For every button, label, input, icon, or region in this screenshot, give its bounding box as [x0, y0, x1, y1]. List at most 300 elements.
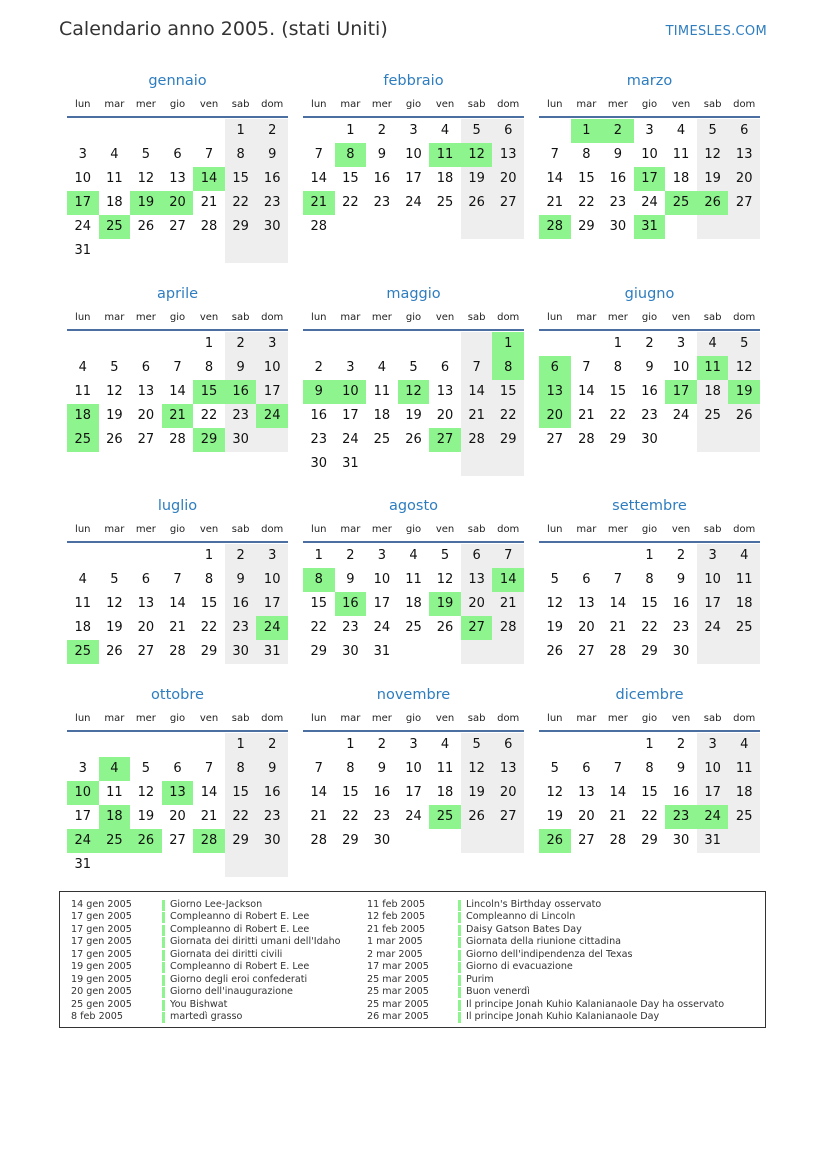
day-cell[interactable]: 23: [225, 616, 257, 640]
holiday-day-cell[interactable]: 10: [67, 781, 99, 805]
day-cell[interactable]: 3: [697, 733, 729, 757]
day-cell[interactable]: 17: [697, 781, 729, 805]
holiday-day-cell[interactable]: 20: [162, 191, 194, 215]
day-cell[interactable]: 20: [728, 167, 760, 191]
day-cell[interactable]: 27: [137, 644, 155, 659]
day-cell[interactable]: 28: [609, 644, 627, 659]
holiday-day-cell[interactable]: 6: [539, 356, 571, 380]
holiday-day-cell[interactable]: 12: [461, 143, 493, 167]
day-cell[interactable]: 8: [613, 360, 623, 375]
holiday-day-cell[interactable]: 28: [193, 829, 225, 853]
day-cell[interactable]: 5: [728, 332, 760, 356]
day-cell[interactable]: 3: [645, 123, 654, 138]
day-cell[interactable]: 7: [314, 761, 323, 776]
brand-link[interactable]: TIMESLES.COM: [665, 24, 767, 39]
day-cell[interactable]: 31: [256, 640, 288, 664]
holiday-day-cell[interactable]: 25: [99, 829, 131, 853]
day-cell[interactable]: 1: [346, 123, 355, 138]
day-cell[interactable]: 9: [613, 147, 623, 162]
day-cell[interactable]: 19: [461, 167, 493, 191]
day-cell[interactable]: 22: [200, 408, 218, 423]
day-cell[interactable]: 6: [173, 761, 182, 776]
day-cell[interactable]: 6: [582, 761, 591, 776]
holiday-day-cell[interactable]: 8: [492, 356, 524, 380]
day-cell[interactable]: 31: [342, 456, 359, 471]
day-cell[interactable]: 8: [645, 761, 654, 776]
day-cell[interactable]: 18: [436, 171, 454, 186]
day-cell[interactable]: 8: [225, 757, 257, 781]
day-cell[interactable]: 16: [672, 785, 690, 800]
day-cell[interactable]: 2: [645, 336, 654, 351]
day-cell[interactable]: 16: [256, 781, 288, 805]
day-cell[interactable]: 31: [74, 243, 92, 258]
day-cell[interactable]: 30: [310, 456, 328, 471]
holiday-day-cell[interactable]: 26: [539, 829, 571, 853]
day-cell[interactable]: 29: [609, 432, 627, 447]
day-cell[interactable]: 16: [373, 171, 391, 186]
day-cell[interactable]: 4: [440, 123, 450, 138]
holiday-day-cell[interactable]: 21: [303, 191, 335, 215]
day-cell[interactable]: 14: [461, 380, 493, 404]
day-cell[interactable]: 9: [225, 356, 257, 380]
day-cell[interactable]: 21: [578, 408, 595, 423]
day-cell[interactable]: 25: [728, 805, 760, 829]
day-cell[interactable]: 11: [405, 572, 422, 587]
day-cell[interactable]: 20: [492, 781, 524, 805]
holiday-day-cell[interactable]: 29: [193, 428, 225, 452]
holiday-day-cell[interactable]: 17: [634, 167, 666, 191]
day-cell[interactable]: 23: [256, 805, 288, 829]
day-cell[interactable]: 4: [409, 548, 418, 563]
holiday-day-cell[interactable]: 28: [539, 215, 571, 239]
day-cell[interactable]: 15: [641, 596, 658, 611]
day-cell[interactable]: 5: [550, 572, 559, 587]
day-cell[interactable]: 15: [200, 596, 218, 611]
holiday-day-cell[interactable]: 19: [728, 380, 760, 404]
day-cell[interactable]: 20: [137, 620, 155, 635]
day-cell[interactable]: 7: [613, 761, 623, 776]
day-cell[interactable]: 1: [613, 336, 623, 351]
day-cell[interactable]: 1: [645, 737, 654, 752]
day-cell[interactable]: 20: [137, 408, 155, 423]
holiday-day-cell[interactable]: 25: [665, 191, 697, 215]
day-cell[interactable]: 12: [106, 384, 123, 399]
day-cell[interactable]: 13: [578, 596, 595, 611]
day-cell[interactable]: 10: [373, 572, 391, 587]
day-cell[interactable]: 26: [461, 191, 493, 215]
day-cell[interactable]: 30: [373, 833, 391, 848]
day-cell[interactable]: 30: [225, 640, 257, 664]
day-cell[interactable]: 17: [256, 380, 288, 404]
holiday-day-cell[interactable]: 25: [67, 428, 99, 452]
day-cell[interactable]: 19: [546, 620, 564, 635]
day-cell[interactable]: 13: [461, 568, 493, 592]
day-cell[interactable]: 11: [106, 171, 123, 186]
holiday-day-cell[interactable]: 1: [571, 119, 603, 143]
day-cell[interactable]: 16: [225, 592, 257, 616]
day-cell[interactable]: 7: [550, 147, 559, 162]
day-cell[interactable]: 13: [728, 143, 760, 167]
day-cell[interactable]: 2: [676, 548, 686, 563]
day-cell[interactable]: 28: [169, 644, 186, 659]
day-cell[interactable]: 18: [728, 781, 760, 805]
day-cell[interactable]: 2: [377, 123, 387, 138]
day-cell[interactable]: 14: [169, 384, 186, 399]
day-cell[interactable]: 6: [141, 360, 151, 375]
day-cell[interactable]: 1: [346, 737, 355, 752]
day-cell[interactable]: 12: [436, 572, 454, 587]
day-cell[interactable]: 5: [440, 548, 450, 563]
day-cell[interactable]: 10: [74, 171, 92, 186]
day-cell[interactable]: 6: [141, 572, 151, 587]
day-cell[interactable]: 15: [641, 785, 658, 800]
day-cell[interactable]: 22: [641, 809, 658, 824]
day-cell[interactable]: 9: [225, 568, 257, 592]
holiday-day-cell[interactable]: 31: [634, 215, 666, 239]
day-cell[interactable]: 29: [641, 644, 658, 659]
day-cell[interactable]: 26: [728, 404, 760, 428]
day-cell[interactable]: 24: [697, 616, 729, 640]
day-cell[interactable]: 20: [578, 620, 595, 635]
day-cell[interactable]: 25: [697, 404, 729, 428]
day-cell[interactable]: 26: [546, 644, 564, 659]
day-cell[interactable]: 29: [641, 833, 658, 848]
holiday-day-cell[interactable]: 27: [461, 616, 493, 640]
day-cell[interactable]: 25: [405, 620, 422, 635]
day-cell[interactable]: 10: [672, 360, 690, 375]
day-cell[interactable]: 26: [405, 432, 422, 447]
day-cell[interactable]: 27: [728, 191, 760, 215]
holiday-day-cell[interactable]: 16: [225, 380, 257, 404]
day-cell[interactable]: 25: [728, 616, 760, 640]
day-cell[interactable]: 3: [256, 332, 288, 356]
day-cell[interactable]: 3: [256, 544, 288, 568]
holiday-day-cell[interactable]: 14: [492, 568, 524, 592]
day-cell[interactable]: 7: [582, 360, 591, 375]
holiday-day-cell[interactable]: 18: [99, 805, 131, 829]
holiday-day-cell[interactable]: 12: [398, 380, 430, 404]
day-cell[interactable]: 22: [609, 408, 627, 423]
holiday-day-cell[interactable]: 27: [429, 428, 461, 452]
day-cell[interactable]: 19: [106, 620, 123, 635]
holiday-day-cell[interactable]: 11: [697, 356, 729, 380]
day-cell[interactable]: 14: [310, 785, 328, 800]
day-cell[interactable]: 23: [256, 191, 288, 215]
day-cell[interactable]: 20: [578, 809, 595, 824]
day-cell[interactable]: 19: [546, 809, 564, 824]
day-cell[interactable]: 17: [405, 171, 422, 186]
day-cell[interactable]: 23: [342, 620, 359, 635]
day-cell[interactable]: 2: [676, 737, 686, 752]
day-cell[interactable]: 4: [110, 147, 119, 162]
day-cell[interactable]: 1: [204, 548, 214, 563]
day-cell[interactable]: 30: [256, 829, 288, 853]
day-cell[interactable]: 18: [373, 408, 391, 423]
day-cell[interactable]: 2: [314, 360, 323, 375]
holiday-day-cell[interactable]: 19: [130, 191, 162, 215]
day-cell[interactable]: 31: [74, 857, 92, 872]
day-cell[interactable]: 12: [697, 143, 729, 167]
holiday-day-cell[interactable]: 24: [67, 829, 99, 853]
day-cell[interactable]: 3: [676, 336, 686, 351]
day-cell[interactable]: 15: [225, 781, 257, 805]
holiday-day-cell[interactable]: 21: [162, 404, 194, 428]
day-cell[interactable]: 7: [204, 147, 214, 162]
day-cell[interactable]: 11: [672, 147, 690, 162]
day-cell[interactable]: 8: [204, 360, 214, 375]
day-cell[interactable]: 5: [141, 147, 151, 162]
day-cell[interactable]: 3: [409, 737, 418, 752]
holiday-day-cell[interactable]: 18: [67, 404, 99, 428]
day-cell[interactable]: 14: [200, 785, 218, 800]
day-cell[interactable]: 14: [546, 171, 564, 186]
day-cell[interactable]: 17: [405, 785, 422, 800]
day-cell[interactable]: 13: [137, 384, 155, 399]
day-cell[interactable]: 28: [461, 428, 493, 452]
day-cell[interactable]: 12: [728, 356, 760, 380]
day-cell[interactable]: 16: [641, 384, 658, 399]
day-cell[interactable]: 2: [256, 119, 288, 143]
day-cell[interactable]: 21: [169, 620, 186, 635]
day-cell[interactable]: 20: [169, 809, 186, 824]
day-cell[interactable]: 3: [78, 147, 87, 162]
day-cell[interactable]: 3: [697, 544, 729, 568]
day-cell[interactable]: 5: [110, 572, 119, 587]
day-cell[interactable]: 10: [697, 568, 729, 592]
day-cell[interactable]: 28: [609, 833, 627, 848]
day-cell[interactable]: 11: [728, 757, 760, 781]
holiday-day-cell[interactable]: 25: [99, 215, 131, 239]
day-cell[interactable]: 9: [256, 143, 288, 167]
day-cell[interactable]: 17: [373, 596, 391, 611]
day-cell[interactable]: 30: [609, 219, 627, 234]
day-cell[interactable]: 28: [578, 432, 595, 447]
day-cell[interactable]: 18: [405, 596, 422, 611]
day-cell[interactable]: 24: [672, 408, 690, 423]
day-cell[interactable]: 8: [346, 761, 355, 776]
day-cell[interactable]: 4: [728, 733, 760, 757]
day-cell[interactable]: 13: [137, 596, 155, 611]
day-cell[interactable]: 22: [225, 191, 257, 215]
day-cell[interactable]: 18: [436, 785, 454, 800]
day-cell[interactable]: 7: [173, 360, 182, 375]
day-cell[interactable]: 25: [436, 195, 454, 210]
day-cell[interactable]: 25: [373, 432, 391, 447]
day-cell[interactable]: 10: [697, 757, 729, 781]
day-cell[interactable]: 30: [672, 833, 690, 848]
day-cell[interactable]: 22: [342, 809, 359, 824]
day-cell[interactable]: 4: [78, 572, 87, 587]
day-cell[interactable]: 6: [173, 147, 182, 162]
day-cell[interactable]: 2: [225, 544, 257, 568]
day-cell[interactable]: 4: [377, 360, 387, 375]
day-cell[interactable]: 29: [200, 644, 218, 659]
day-cell[interactable]: 24: [641, 195, 658, 210]
day-cell[interactable]: 21: [609, 620, 627, 635]
day-cell[interactable]: 12: [137, 171, 155, 186]
day-cell[interactable]: 1: [225, 119, 257, 143]
day-cell[interactable]: 11: [74, 596, 92, 611]
day-cell[interactable]: 26: [461, 805, 493, 829]
day-cell[interactable]: 15: [578, 171, 595, 186]
day-cell[interactable]: 24: [342, 432, 359, 447]
day-cell[interactable]: 5: [697, 119, 729, 143]
holiday-day-cell[interactable]: 17: [67, 191, 99, 215]
holiday-day-cell[interactable]: 16: [335, 592, 367, 616]
holiday-day-cell[interactable]: 19: [429, 592, 461, 616]
day-cell[interactable]: 26: [106, 432, 123, 447]
day-cell[interactable]: 23: [373, 195, 391, 210]
day-cell[interactable]: 21: [461, 404, 493, 428]
day-cell[interactable]: 21: [609, 809, 627, 824]
day-cell[interactable]: 21: [200, 809, 218, 824]
day-cell[interactable]: 1: [204, 336, 214, 351]
day-cell[interactable]: 4: [676, 123, 686, 138]
day-cell[interactable]: 29: [225, 215, 257, 239]
holiday-day-cell[interactable]: 23: [665, 805, 697, 829]
day-cell[interactable]: 10: [405, 761, 422, 776]
day-cell[interactable]: 8: [645, 572, 654, 587]
holiday-day-cell[interactable]: 26: [697, 191, 729, 215]
day-cell[interactable]: 9: [676, 572, 686, 587]
day-cell[interactable]: 27: [169, 833, 186, 848]
day-cell[interactable]: 12: [546, 785, 564, 800]
day-cell[interactable]: 4: [728, 544, 760, 568]
day-cell[interactable]: 20: [492, 167, 524, 191]
day-cell[interactable]: 7: [173, 572, 182, 587]
day-cell[interactable]: 3: [78, 761, 87, 776]
day-cell[interactable]: 26: [106, 644, 123, 659]
day-cell[interactable]: 30: [256, 215, 288, 239]
day-cell[interactable]: 23: [225, 404, 257, 428]
day-cell[interactable]: 13: [492, 143, 524, 167]
day-cell[interactable]: 27: [492, 805, 524, 829]
day-cell[interactable]: 29: [225, 829, 257, 853]
day-cell[interactable]: 5: [461, 733, 493, 757]
holiday-day-cell[interactable]: 24: [256, 616, 288, 640]
day-cell[interactable]: 19: [405, 408, 422, 423]
day-cell[interactable]: 21: [310, 809, 328, 824]
day-cell[interactable]: 27: [492, 191, 524, 215]
holiday-day-cell[interactable]: 4: [99, 757, 131, 781]
day-cell[interactable]: 14: [169, 596, 186, 611]
day-cell[interactable]: 21: [546, 195, 564, 210]
day-cell[interactable]: 28: [310, 219, 328, 234]
day-cell[interactable]: 3: [377, 548, 387, 563]
day-cell[interactable]: 13: [492, 757, 524, 781]
day-cell[interactable]: 24: [405, 195, 422, 210]
day-cell[interactable]: 17: [342, 408, 359, 423]
day-cell[interactable]: 26: [436, 620, 454, 635]
holiday-day-cell[interactable]: 10: [335, 380, 367, 404]
day-cell[interactable]: 15: [342, 785, 359, 800]
day-cell[interactable]: 3: [409, 123, 418, 138]
day-cell[interactable]: 21: [492, 592, 524, 616]
day-cell[interactable]: 15: [225, 167, 257, 191]
day-cell[interactable]: 7: [314, 147, 323, 162]
holiday-day-cell[interactable]: 15: [193, 380, 225, 404]
day-cell[interactable]: 28: [310, 833, 328, 848]
day-cell[interactable]: 6: [492, 119, 524, 143]
holiday-day-cell[interactable]: 14: [193, 167, 225, 191]
day-cell[interactable]: 22: [200, 620, 218, 635]
day-cell[interactable]: 2: [225, 332, 257, 356]
day-cell[interactable]: 15: [342, 171, 359, 186]
day-cell[interactable]: 22: [225, 805, 257, 829]
day-cell[interactable]: 6: [728, 119, 760, 143]
holiday-day-cell[interactable]: 11: [429, 143, 461, 167]
holiday-day-cell[interactable]: 2: [602, 119, 634, 143]
day-cell[interactable]: 1: [645, 548, 654, 563]
day-cell[interactable]: 22: [578, 195, 595, 210]
day-cell[interactable]: 13: [169, 171, 186, 186]
day-cell[interactable]: 28: [169, 432, 186, 447]
holiday-day-cell[interactable]: 20: [539, 404, 571, 428]
day-cell[interactable]: 3: [346, 360, 355, 375]
day-cell[interactable]: 20: [436, 408, 454, 423]
day-cell[interactable]: 15: [492, 380, 524, 404]
day-cell[interactable]: 4: [440, 737, 450, 752]
day-cell[interactable]: 10: [405, 147, 422, 162]
day-cell[interactable]: 27: [137, 432, 155, 447]
day-cell[interactable]: 16: [310, 408, 328, 423]
day-cell[interactable]: 5: [550, 761, 559, 776]
day-cell[interactable]: 7: [613, 572, 623, 587]
holiday-day-cell[interactable]: 8: [303, 568, 335, 592]
day-cell[interactable]: 23: [641, 408, 658, 423]
day-cell[interactable]: 28: [492, 616, 524, 640]
day-cell[interactable]: 30: [342, 644, 359, 659]
day-cell[interactable]: 5: [461, 119, 493, 143]
holiday-day-cell[interactable]: 24: [697, 805, 729, 829]
day-cell[interactable]: 7: [461, 356, 493, 380]
day-cell[interactable]: 30: [641, 432, 658, 447]
day-cell[interactable]: 7: [204, 761, 214, 776]
day-cell[interactable]: 14: [578, 384, 595, 399]
day-cell[interactable]: 17: [74, 809, 92, 824]
day-cell[interactable]: 14: [609, 596, 627, 611]
day-cell[interactable]: 5: [141, 761, 151, 776]
day-cell[interactable]: 18: [728, 592, 760, 616]
day-cell[interactable]: 17: [256, 592, 288, 616]
day-cell[interactable]: 18: [74, 620, 92, 635]
day-cell[interactable]: 24: [373, 620, 391, 635]
day-cell[interactable]: 11: [373, 384, 391, 399]
day-cell[interactable]: 26: [137, 219, 155, 234]
day-cell[interactable]: 22: [342, 195, 359, 210]
holiday-day-cell[interactable]: 24: [256, 404, 288, 428]
holiday-day-cell[interactable]: 13: [539, 380, 571, 404]
day-cell[interactable]: 8: [204, 572, 214, 587]
day-cell[interactable]: 9: [346, 572, 355, 587]
day-cell[interactable]: 4: [697, 332, 729, 356]
day-cell[interactable]: 6: [492, 733, 524, 757]
day-cell[interactable]: 8: [225, 143, 257, 167]
day-cell[interactable]: 7: [492, 544, 524, 568]
day-cell[interactable]: 28: [200, 219, 218, 234]
day-cell[interactable]: 9: [645, 360, 654, 375]
day-cell[interactable]: 19: [461, 781, 493, 805]
day-cell[interactable]: 29: [342, 833, 359, 848]
day-cell[interactable]: 16: [609, 171, 627, 186]
day-cell[interactable]: 5: [110, 360, 119, 375]
day-cell[interactable]: 22: [310, 620, 328, 635]
holiday-day-cell[interactable]: 25: [429, 805, 461, 829]
day-cell[interactable]: 21: [200, 195, 218, 210]
day-cell[interactable]: 19: [106, 408, 123, 423]
day-cell[interactable]: 9: [377, 147, 387, 162]
day-cell[interactable]: 11: [74, 384, 92, 399]
